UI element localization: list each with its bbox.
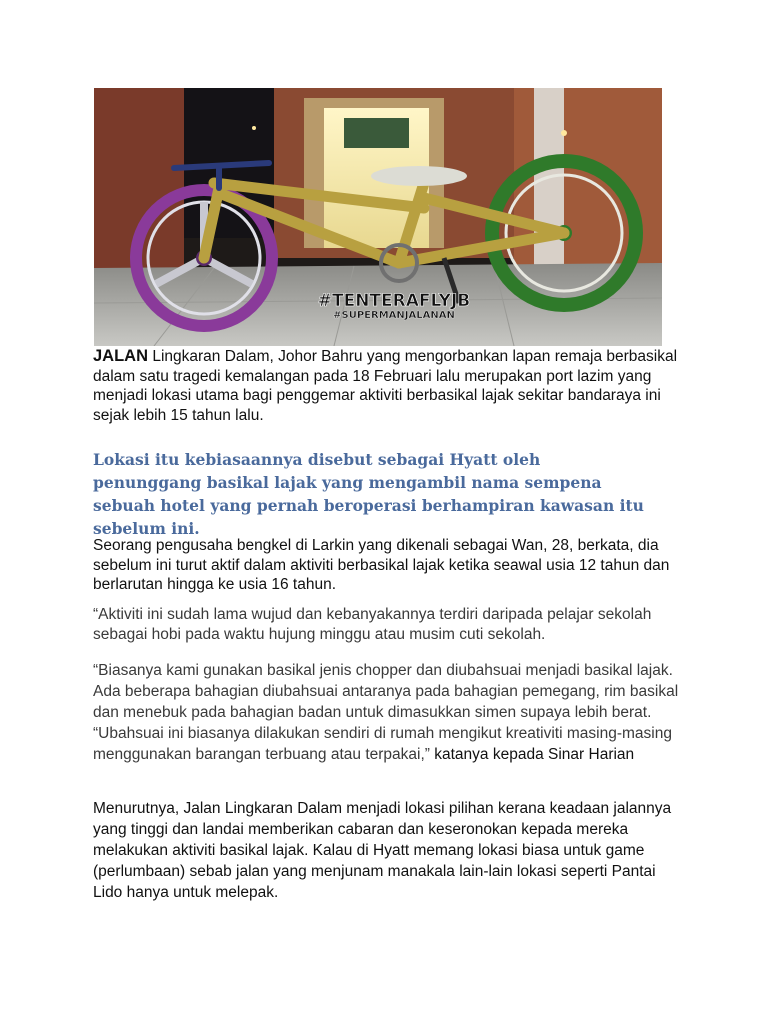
paragraph-lead xyxy=(93,347,685,425)
paragraph-4-part-c: katanya kepada Sinar Harian xyxy=(429,746,635,763)
pull-quote: Lokasi itu kebiasaannya disebut sebagai Hyatt oleh penunggang basikal lajak yang mengambil nama sempena sebuah hotel yang pernah beroperasi berhampiran kawasan itu sebelum ini. xyxy=(93,450,644,538)
article-photo xyxy=(94,88,662,346)
lead-text: Lingkaran Dalam, Johor Bahru yang mengorbankan lapan remaja berbasikal dalam satu tragedi kemalangan pada 18 Februari lalu merupakan port lazim yang menjadi lokasi utama bagi penggemar aktiviti berbasikal lajak sekitar bandaraya ini sejak lebih 15 tahun lalu. xyxy=(93,348,678,424)
lead-word: JALAN xyxy=(93,347,149,365)
paragraph-3: “Aktiviti ini sudah lama wujud dan kebanyakannya terdiri daripada pelajar sekolah sebagai hobi pada waktu hujung minggu atau musim cuti sekolah. xyxy=(93,606,652,643)
paragraph-4-part-b: “Ubahsuai ini biasanya dilakukan sendiri di rumah mengikut kreativiti masing-masing menggunakan barangan terbuang atau terpakai,” xyxy=(93,725,672,763)
paragraph-2: Seorang pengusaha bengkel di Larkin yang dikenali sebagai Wan, 28, berkata, dia sebelum ini turut aktif dalam aktiviti berbasikal lajak ketika seawal usia 12 tahun dan berlarutan hingga ke usia 16 tahun. xyxy=(93,537,670,593)
photo-watermark-sub: #SUPERMANJALANAN xyxy=(333,310,455,321)
paragraph-4 xyxy=(93,660,685,765)
paragraph-4-part-a: “Biasanya kami gunakan basikal jenis chopper dan diubahsuai menjadi basikal lajak. Ada beberapa bahagian diubahsuai antaranya pada bahagian pemegang, rim basikal dan menebuk pada bahagian badan untuk dimasukkan simen supaya lebih berat. xyxy=(93,662,679,721)
paragraph-5: Menurutnya, Jalan Lingkaran Dalam menjadi lokasi pilihan kerana keadaan jalannya yang tinggi dan landai memberikan cabaran dan keseronokan kepada mereka melakukan aktiviti basikal lajak. Kalau di Hyatt memang lokasi biasa untuk game (perlumbaan) sebab jalan yang menjunam manakala lain-lain lokasi seperti Pantai Lido hanya untuk melepak. xyxy=(93,800,672,901)
bicycle-photo-illustration xyxy=(94,88,662,346)
photo-watermark-main: #TENTERAFLYJB xyxy=(317,291,471,311)
